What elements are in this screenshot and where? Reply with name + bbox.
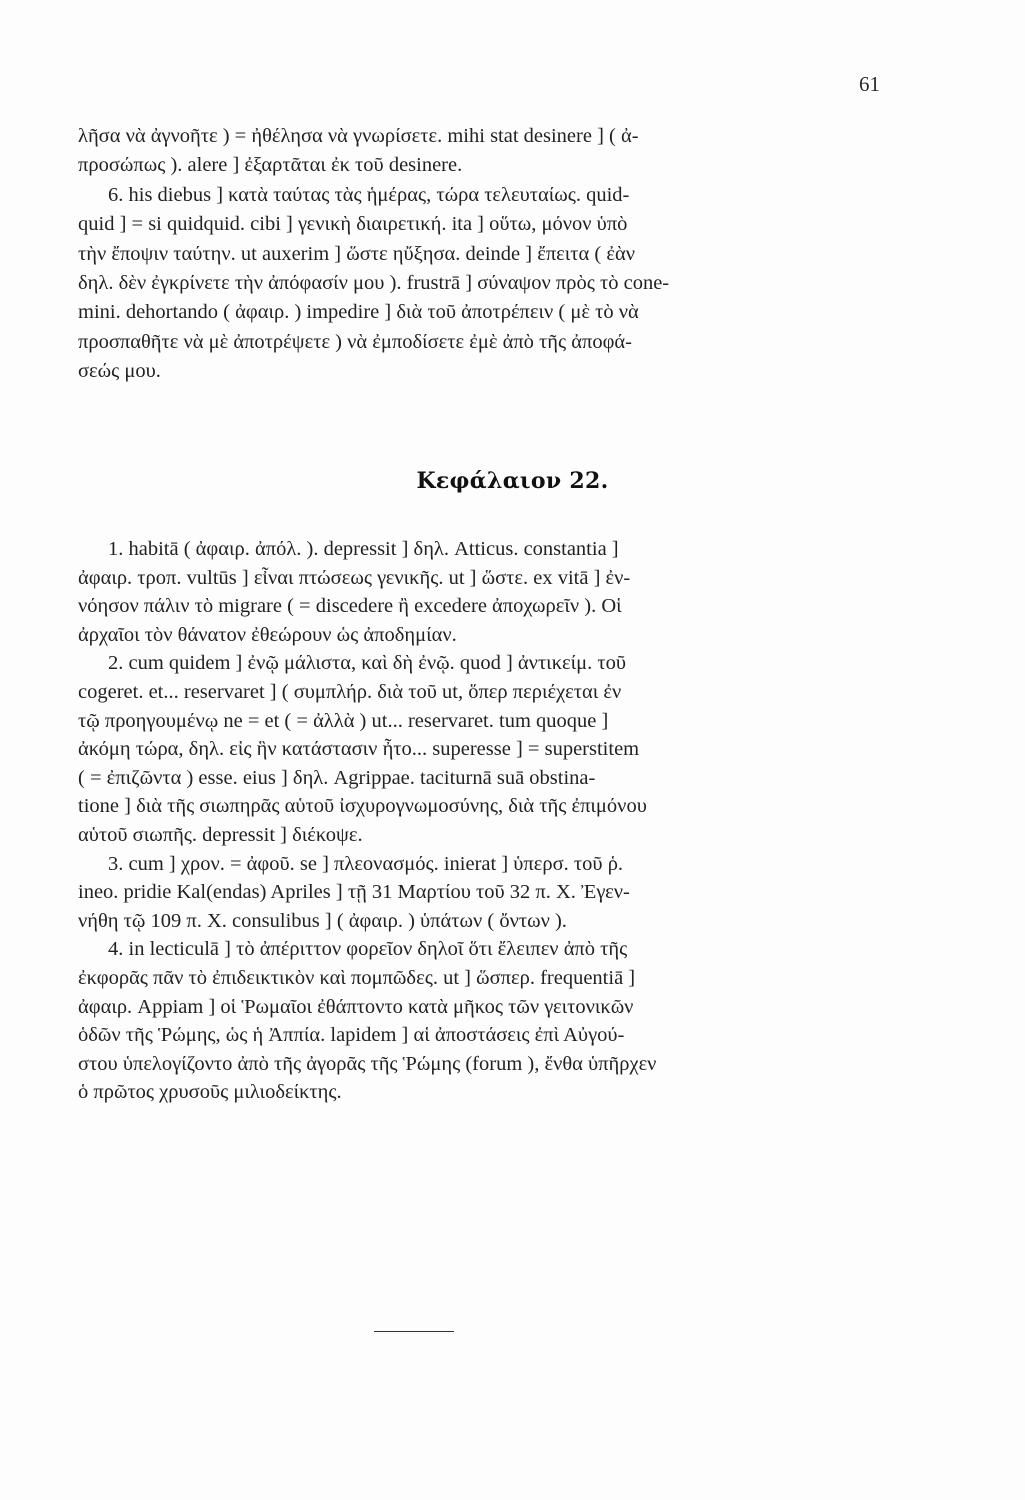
text-line: 1. habitā ( ἀφαιρ. ἀπόλ. ). depressit ] δηλ. Atticus. constantia ]: [108, 538, 619, 560]
paragraph-4: [78, 935, 868, 1107]
text-line: νόησον πάλιν τὸ migrare ( = discedere ἢ excedere ἀποχωρεῖν ). Οἱ: [78, 595, 622, 618]
text-line: ἀκόμη τώρα, δηλ. εἰς ἣν κατάστασιν ἦτο... superesse ] = superstitem: [78, 738, 640, 761]
chapter-commentary: [78, 535, 868, 1107]
text-line: νήθη τῷ 109 π. Χ. consulibus ] ( ἀφαιρ. ) ὑπάτων ( ὄντων ).: [78, 909, 567, 932]
text-line: mini. dehortando ( ἀφαιρ. ) impedire ] διὰ τοῦ ἀποτρέπειν ( μὲ τὸ νὰ: [78, 301, 639, 324]
text-line: ἀφαιρ. τροπ. vultūs ] εἶναι πτώσεως γενικῆς. ut ] ὥστε. ex vitā ] ἐν-: [78, 566, 631, 589]
text-line: αὑτοῦ σιωπῆς. depressit ] διέκοψε.: [78, 823, 363, 846]
text-line: ἀφαιρ. Appiam ] οἱ Ῥωμαῖοι ἐθάπτοντο κατὰ μῆκος τῶν γειτονικῶν: [78, 995, 634, 1018]
text-line: ἐκφορᾶς πᾶν τὸ ἐπιδεικτικὸν καὶ πομπῶδες. ut ] ὥσπερ. frequentiā ]: [78, 966, 636, 989]
text-line: ὁ πρῶτος χρυσοῦς μιλιοδείκτης.: [78, 1081, 342, 1104]
text-line: τῷ προηγουμένῳ ne = et ( = ἀλλὰ ) ut... reservaret. tum quoque ]: [78, 709, 609, 732]
commentary-continued: [78, 122, 868, 387]
text-line: quid ] = si quidquid. cibi ] γενικὴ διαιρετική. ita ] οὕτω, μόνον ὑπὸ: [78, 213, 628, 236]
footer-rule: [374, 1331, 454, 1332]
text-line: στου ὑπελογίζοντο ἀπὸ τῆς ἀγορᾶς τῆς Ῥώμης (forum ), ἔνθα ὑπῆρχεν: [78, 1052, 657, 1075]
text-line: ( = ἐπιζῶντα ) esse. eius ] δηλ. Agrippae. taciturnā suā obstina-: [78, 766, 596, 789]
text-line: προσώπως ). alere ] ἐξαρτᾶται ἐκ τοῦ desinere.: [78, 154, 463, 177]
text-line: 6. his diebus ] κατὰ ταύτας τὰς ἡμέρας, τώρα τελευταίως. quid-: [108, 183, 630, 206]
text-line: λῆσα νὰ ἀγνοῆτε ) = ἠθέλησα νὰ γνωρίσετε. mihi stat desinere ] ( ἀ-: [78, 125, 639, 147]
text-line: σεώς μου.: [78, 360, 161, 383]
page-number: 61: [859, 72, 880, 96]
text-line: 2. cum quidem ] ἐνῷ μάλιστα, καὶ δὴ ἐνῷ. quod ] ἀντικείμ. τοῦ: [108, 652, 627, 675]
text-line: ὁδῶν τῆς Ῥώμης, ὡς ἡ Ἀππία. lapidem ] αἱ ἀποστάσεις ἐπὶ Αὐγού-: [78, 1024, 625, 1047]
text-line: 3. cum ] χρον. = ἀφοῦ. se ] πλεονασμός. inierat ] ὑπερσ. τοῦ ῥ.: [108, 852, 624, 875]
text-line: cogeret. et... reservaret ] ( συμπλήρ. διὰ τοῦ ut, ὅπερ περιέχεται ἐν: [78, 680, 622, 703]
text-line: δηλ. δὲν ἐγκρίνετε τὴν ἀπόφασίν μου ). frustrā ] σύναψον πρὸς τὸ cone-: [78, 271, 670, 294]
text-line: tione ] διὰ τῆς σιωπηρᾶς αὑτοῦ ἰσχυρογνωμοσύνης, διὰ τῆς ἐπιμόνου: [78, 795, 647, 818]
commentary-lines: [78, 122, 868, 387]
chapter-heading: Κεφάλαιον 22.: [416, 468, 609, 494]
text-line: 4. in lecticulā ] τὸ ἀπέριττον φορεῖον δηλοῖ ὅτι ἔλειπεν ἀπὸ τῆς: [108, 938, 628, 961]
paragraph-2: [78, 649, 868, 849]
text-line: ineo. pridie Kal(endas) Apriles ] τῇ 31 Μαρτίου τοῦ 32 π. Χ. Ἐγεν-: [78, 881, 630, 904]
text-line: προσπαθῆτε νὰ μὲ ἀποτρέψετε ) νὰ ἐμποδίσετε ἐμὲ ἀπὸ τῆς ἀποφά-: [78, 330, 633, 353]
paragraph-3: [78, 850, 868, 936]
paragraph-1: [78, 535, 868, 649]
text-line: τὴν ἔποψιν ταύτην. ut auxerim ] ὥστε ηὔξησα. deinde ] ἔπειτα ( ἐὰν: [78, 242, 635, 265]
text-line: ἀρχαῖοι τὸν θάνατον ἐθεώρουν ὡς ἀποδημίαν.: [78, 623, 457, 646]
